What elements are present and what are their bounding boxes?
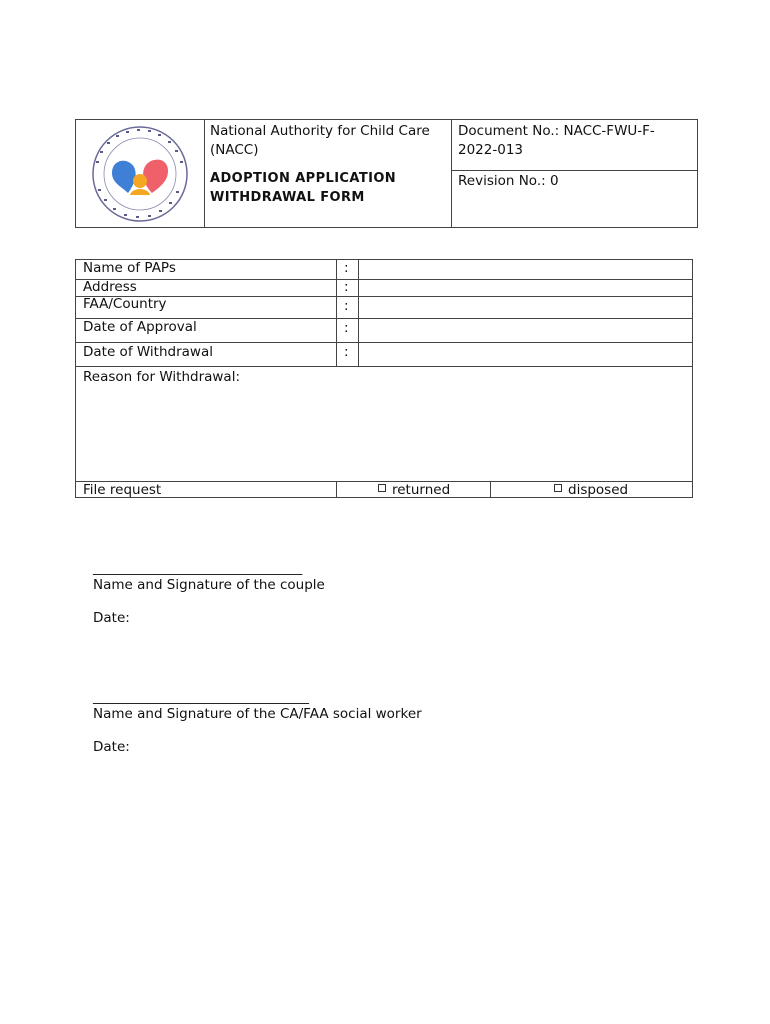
field-label: Address: [83, 279, 137, 295]
field-label: FAA/Country: [83, 296, 167, 312]
reason-label: Reason for Withdrawal:: [83, 369, 241, 385]
checkbox-icon[interactable]: [378, 484, 386, 492]
column-divider: [336, 260, 337, 367]
org-cell: [204, 120, 452, 227]
logo-cell: [76, 120, 205, 227]
field-label: Date of Approval: [83, 319, 197, 335]
option-label: returned: [392, 482, 451, 498]
signature-label-couple: Name and Signature of the couple: [93, 577, 325, 593]
paps-name-field[interactable]: [359, 260, 692, 279]
date-approval-field[interactable]: [359, 319, 692, 342]
option-label: disposed: [568, 482, 629, 498]
date-withdrawal-field[interactable]: [359, 343, 692, 366]
signature-label-social-worker: Name and Signature of the CA/FAA social worker: [93, 706, 422, 722]
signature-line-social-worker: ________________________________: [93, 689, 309, 705]
form-title: ADOPTION APPLICATION WITHDRAWAL FORM: [210, 171, 397, 205]
org-name: National Authority for Child Care (NACC): [210, 123, 430, 158]
field-label: Name of PAPs: [83, 260, 176, 276]
option-disposed[interactable]: [554, 482, 628, 498]
field-label: Date of Withdrawal: [83, 344, 213, 360]
field-separator: :: [344, 344, 349, 360]
address-field[interactable]: [359, 280, 692, 296]
field-separator: :: [344, 320, 349, 336]
revision-number: Revision No.: 0: [458, 173, 559, 189]
column-divider: [490, 481, 491, 497]
field-separator: :: [344, 279, 349, 295]
date-label-couple: Date:: [93, 610, 130, 626]
signature-line-couple: _______________________________: [93, 560, 303, 576]
withdrawal-form-table: [75, 259, 693, 498]
column-divider: [336, 481, 337, 497]
document-number-cell: [452, 120, 697, 171]
revision-number-cell: [452, 170, 697, 227]
field-separator: :: [344, 298, 349, 314]
field-separator: :: [344, 260, 349, 276]
reason-field[interactable]: [76, 388, 692, 480]
column-divider: [358, 260, 359, 367]
file-request-label: File request: [83, 482, 162, 498]
date-label-social-worker: Date:: [93, 739, 130, 755]
option-returned[interactable]: [378, 482, 450, 498]
form-header: [75, 119, 698, 228]
nacc-seal-icon: [82, 123, 198, 225]
faa-country-field[interactable]: [359, 297, 692, 318]
checkbox-icon[interactable]: [554, 484, 562, 492]
document-number: Document No.: NACC-FWU-F-2022-013: [458, 123, 655, 158]
